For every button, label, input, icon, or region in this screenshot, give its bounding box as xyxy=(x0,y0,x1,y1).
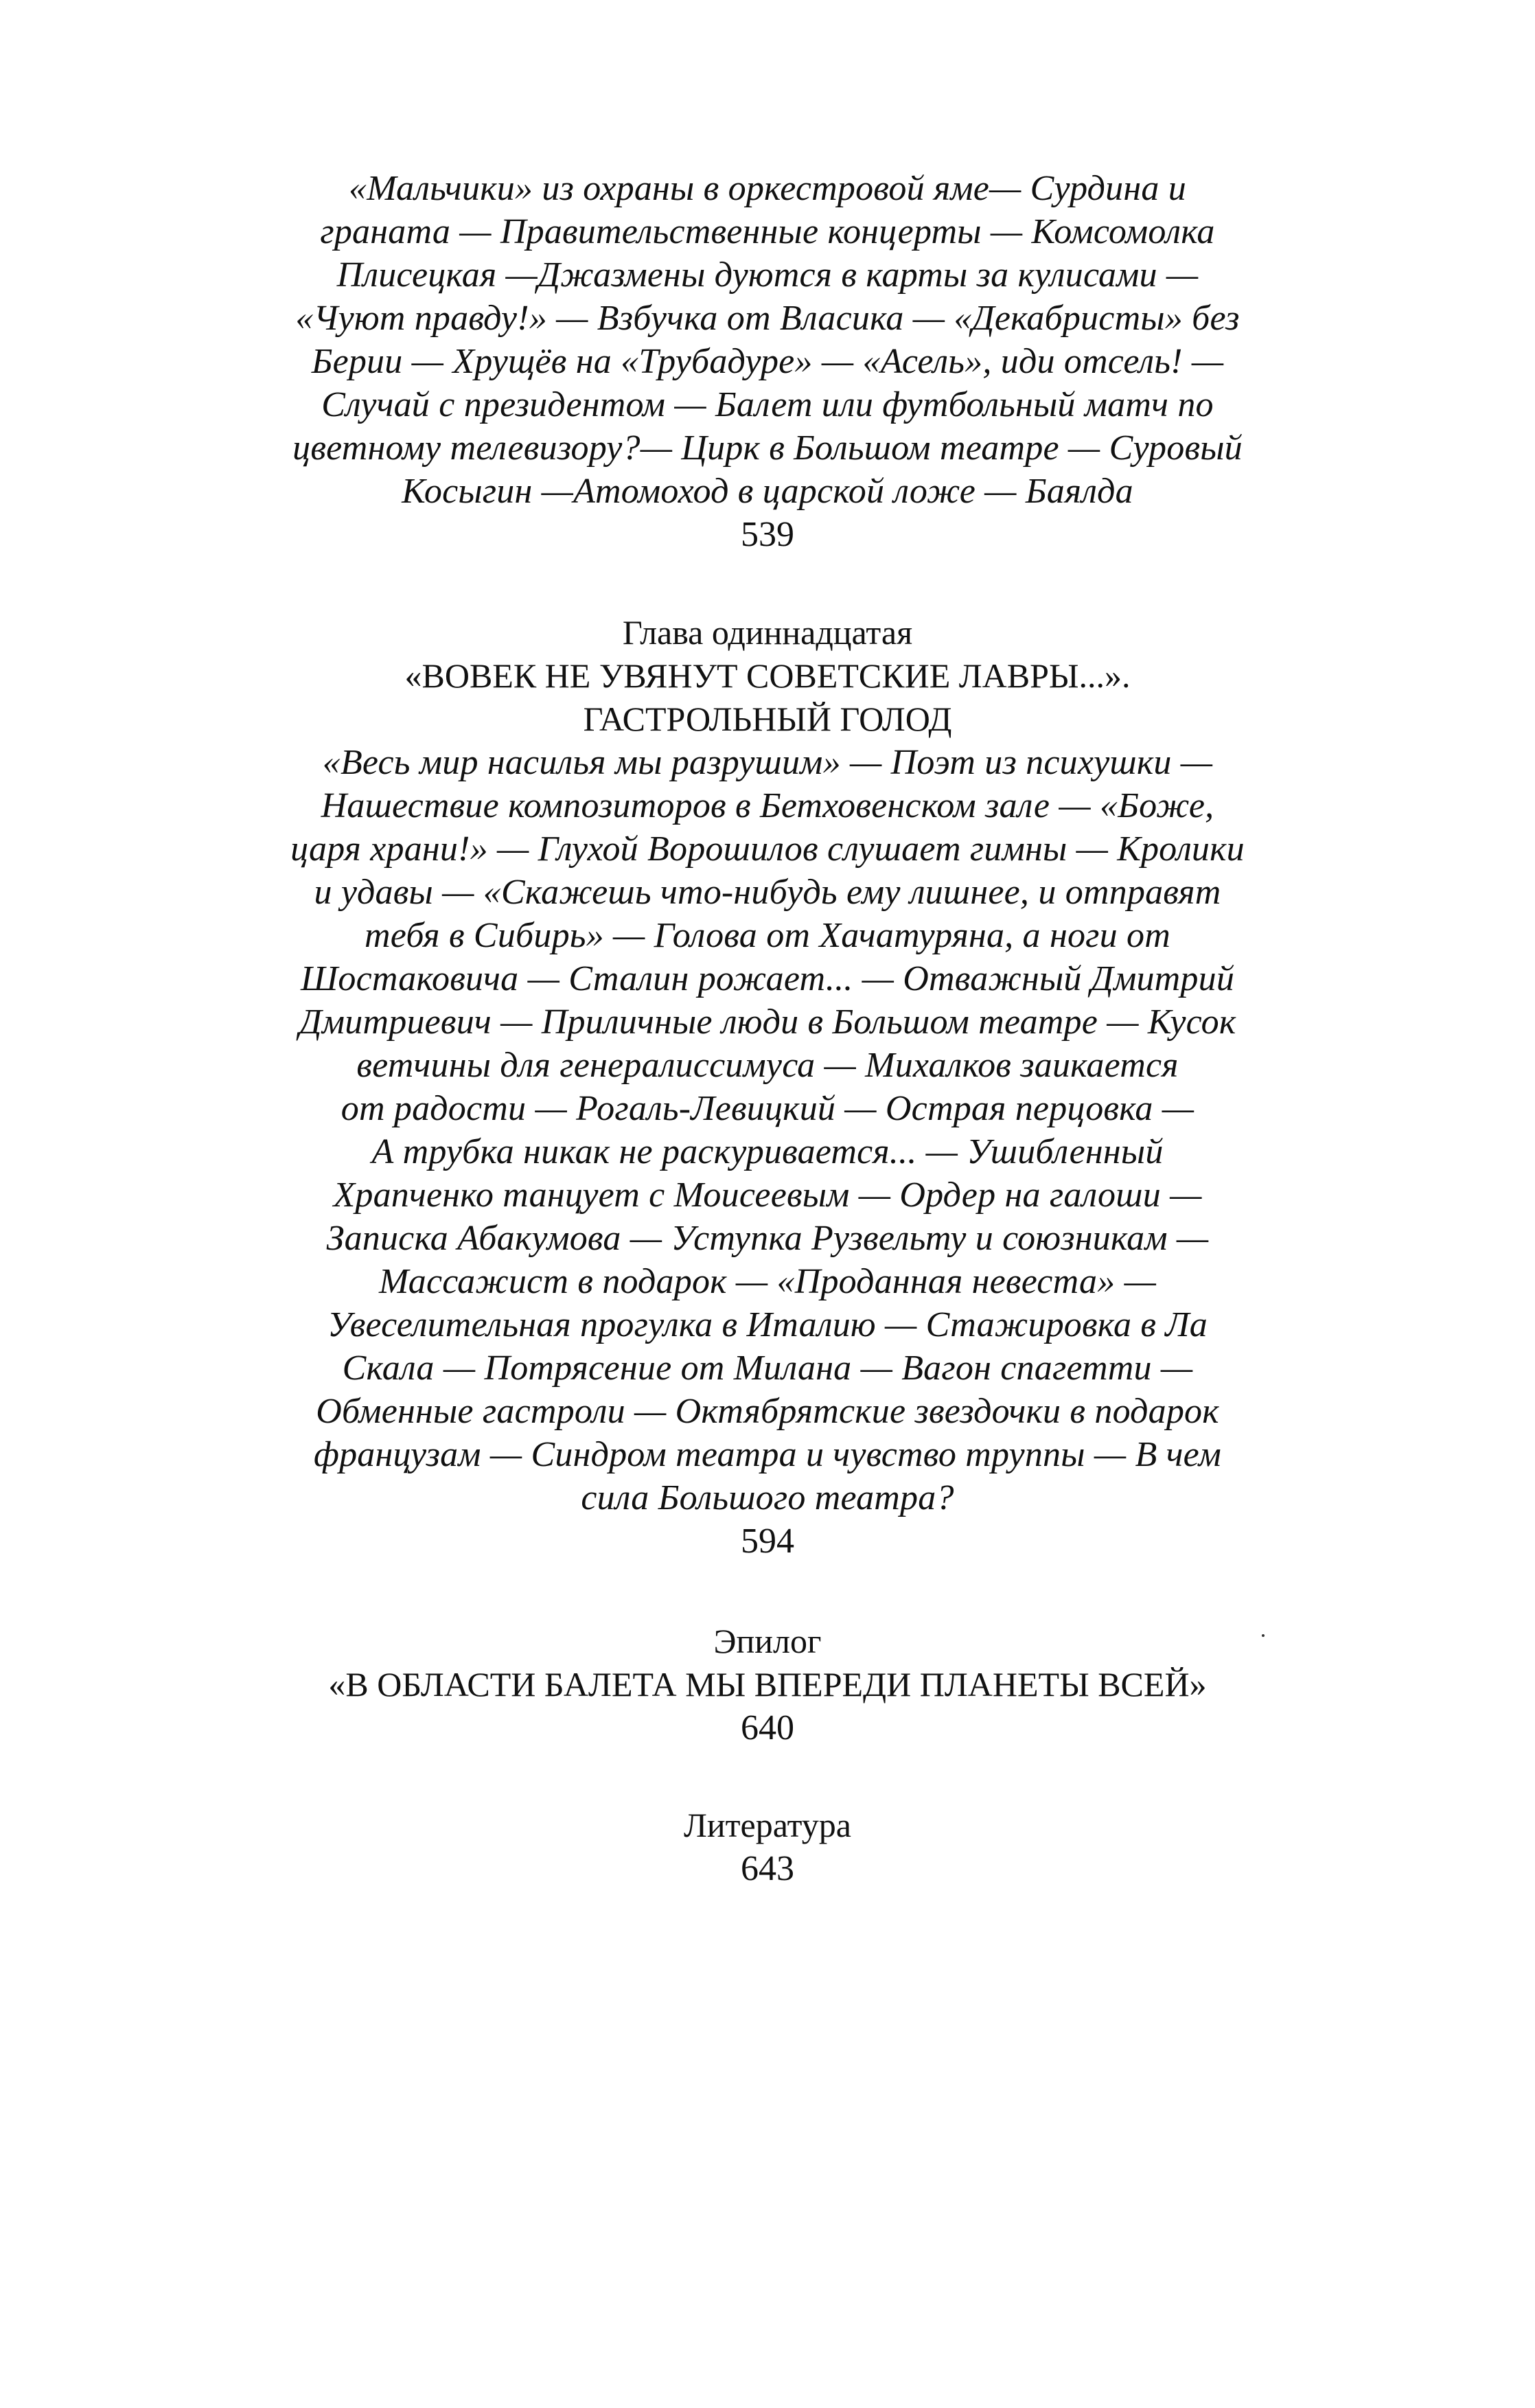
chapter-11-entry xyxy=(0,611,1535,1563)
summary-line: «Чуют правду!» — Взбучка от Власика — «Декабристы» без xyxy=(295,299,1240,338)
page-number: 643 xyxy=(741,1849,794,1888)
chapter-10-summary xyxy=(0,167,1535,556)
page-number: 640 xyxy=(741,1708,794,1747)
summary-line: и удавы — «Скажешь что-нибудь ему лишнее, и отправят xyxy=(314,873,1221,912)
summary-line: Нашествие композиторов в Бетховенском зале — «Боже, xyxy=(321,786,1214,825)
summary-line: Храпченко танцует с Моисеевым — Ордер на галоши — xyxy=(333,1176,1202,1215)
summary-line: тебя в Сибирь» — Голова от Хачатуряна, а ноги от xyxy=(364,916,1170,955)
summary-line: царя храни!» — Глухой Ворошилов слушает гимны — Кролики xyxy=(290,829,1245,869)
summary-line: Записка Абакумова — Уступка Рузвельту и союзникам — xyxy=(326,1219,1209,1258)
print-speck xyxy=(1262,1634,1265,1637)
summary-line: Увеселительная прогулка в Италию — Стажировка в Ла xyxy=(327,1305,1208,1344)
summary-line: граната — Правительственные концерты — Комсомолка xyxy=(320,212,1215,251)
summary-line: цветному телевизору?— Цирк в Большом театре — Суровый xyxy=(292,428,1243,468)
literature-entry xyxy=(0,1804,1535,1890)
summary-line: Случай с президентом — Балет или футбольный матч по xyxy=(321,385,1214,424)
summary-line: «Весь мир насилья мы разрушим» — Поэт из психушки — xyxy=(322,743,1213,782)
summary-line: французам — Синдром театра и чувство труппы — В чем xyxy=(313,1435,1222,1474)
chapter-title: «ВОВЕК НЕ УВЯНУТ СОВЕТСКИЕ ЛАВРЫ...». xyxy=(404,656,1131,695)
summary-line: Косыгин —Атомоход в царской ложе — Баялда xyxy=(402,472,1133,511)
chapter-title: ГАСТРОЛЬНЫЙ ГОЛОД xyxy=(583,700,952,738)
literature-label: Литература xyxy=(684,1806,851,1844)
summary-line: ветчины для генералиссимуса — Михалков заикается xyxy=(356,1046,1179,1085)
summary-line: Скала — Потрясение от Милана — Вагон спагетти — xyxy=(342,1349,1193,1388)
summary-line: Массажист в подарок — «Проданная невеста» — xyxy=(378,1262,1157,1301)
summary-line: Обменные гастроли — Октябрятские звездочки в подарок xyxy=(316,1392,1219,1431)
summary-line: «Мальчики» из охраны в оркестровой яме— Сурдина и xyxy=(349,169,1186,208)
epilogue-entry xyxy=(0,1620,1535,1750)
summary-line: Шостаковича — Сталин рожает... — Отважный Дмитрий xyxy=(300,959,1235,998)
page-number: 539 xyxy=(741,515,794,554)
summary-line: Дмитриевич — Приличные люди в Большом театре — Кусок xyxy=(299,1002,1236,1042)
summary-line: от радости — Рогаль-Левицкий — Острая перцовка — xyxy=(341,1089,1194,1128)
summary-line: сила Большого театра? xyxy=(581,1478,954,1517)
summary-line: Плисецкая —Джазмены дуются в карты за кулисами — xyxy=(336,255,1199,295)
summary-line: Берии — Хрущёв на «Трубадуре» — «Асель», иди отсель! — xyxy=(311,342,1224,381)
summary-line: А трубка никак не раскуривается... — Ушибленный xyxy=(371,1132,1164,1171)
chapter-label: Глава одиннадцатая xyxy=(622,613,913,652)
epilogue-label: Эпилог xyxy=(713,1622,822,1660)
epilogue-title: «В ОБЛАСТИ БАЛЕТА МЫ ВПЕРЕДИ ПЛАНЕТЫ ВСЕЙ» xyxy=(328,1665,1207,1704)
page-number: 594 xyxy=(741,1522,794,1561)
